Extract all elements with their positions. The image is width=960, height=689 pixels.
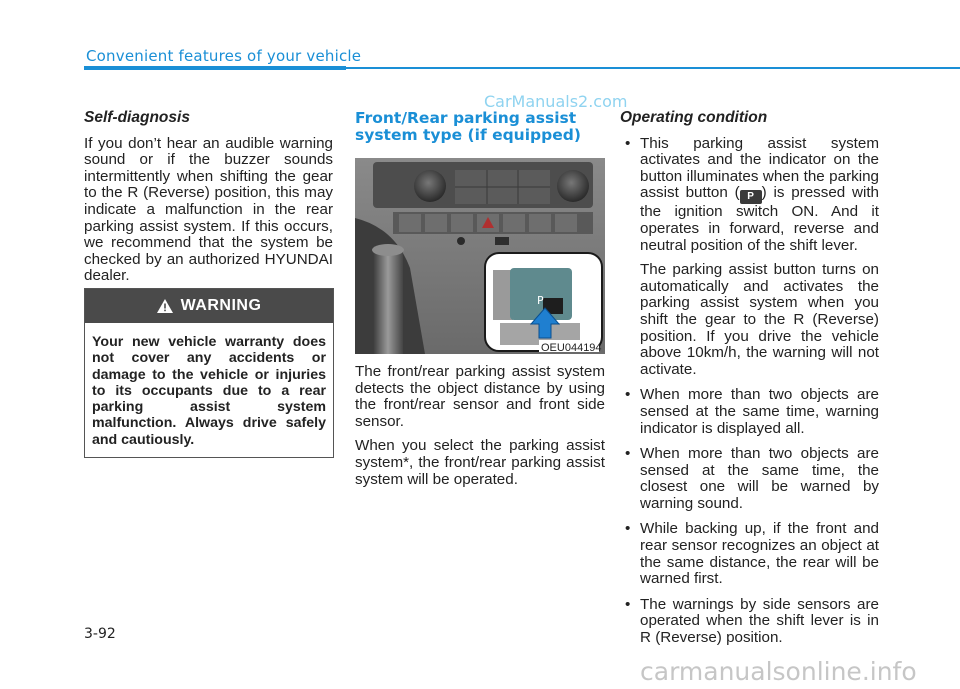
self-diagnosis-heading: Self-diagnosis (84, 109, 190, 126)
image-code: OEU044194 (541, 342, 602, 354)
bullet-icon: • (625, 595, 631, 613)
paragraph-1: The front/rear parking assist system detects the object distance by using the front/rear sensor and front side sensor. (355, 363, 605, 430)
list-item (620, 387, 879, 437)
warning-label: WARNING (180, 297, 262, 314)
watermark-top: CarManuals2.com (484, 92, 628, 111)
column-operating-condition (620, 110, 879, 656)
warning-text: Your new vehicle warranty does not cover any accidents or damage to the vehicle or injuries to its occupants due to a rear parking assist system malfunction. Always drive safely and cautiously. (92, 334, 326, 448)
section-title: Front/Rear parking assist system type (if equipped) (355, 109, 581, 144)
bullet-text-pre: This parking assist system activates and the indicator on the button illuminates when the parking assist button ( (640, 134, 879, 202)
list-item (620, 446, 879, 512)
list-item (620, 597, 879, 647)
operating-condition-heading: Operating condition (620, 109, 768, 126)
bullet-text: When more than two objects are sensed at the same time, warning indicator is displayed all. (640, 386, 879, 437)
list-item (620, 521, 879, 587)
parking-assist-text (355, 364, 605, 496)
bullet-text: While backing up, if the front and rear sensor recognizes an object at the same distance, the rear will be warned first. (640, 520, 879, 588)
warning-triangle-icon (157, 299, 173, 313)
condition-list (620, 136, 879, 647)
bullet-icon: • (625, 520, 631, 538)
header-rule (346, 67, 960, 69)
bullet-text: When more than two objects are sensed at the same time, the closest one will be warned by warning sound. (640, 445, 879, 512)
dashboard-photo (355, 158, 605, 354)
bullet-icon: • (625, 445, 631, 463)
list-item (620, 136, 879, 379)
warning-header (85, 289, 333, 323)
bullet-icon: • (625, 386, 631, 404)
parking-assist-button-icon: P (740, 190, 762, 204)
bullet-text-post: ) is pressed with the ignition switch ON. And it operates in forward, reverse and neutral position of the shift lever. (640, 184, 879, 254)
paragraph-2: When you select the parking assist system*, the front/rear parking assist system will be operated. (355, 437, 605, 488)
bullet-subparagraph: The parking assist button turns on automatically and activates the parking assist system when you shift the gear to the R (Reverse) position. If you drive the vehicle above 10km/h, the warning will not activate. (640, 261, 879, 378)
dashboard-illustration (355, 158, 605, 354)
bullet-text: The warnings by side sensors are operated when the shift lever is in R (Reverse) position. (640, 595, 879, 647)
warning-box (84, 288, 334, 458)
bullet-icon: • (625, 134, 631, 152)
footer-watermark: carmanualsonline.info (640, 657, 917, 686)
header-accent-bar (84, 66, 346, 70)
parking-button-label: P (537, 294, 544, 307)
section-header-title: Convenient features of your vehicle (86, 47, 362, 65)
self-diagnosis-text: If you don’t hear an audible warning sound or if the buzzer sounds intermittently when shifting the gear to the R (Reverse) position, this may indicate a malfunction in the rear parking assist system. If this occurs, we recommend that the system be checked by an authorized HYUNDAI dealer. (84, 134, 333, 285)
column-parking-assist (355, 110, 605, 154)
page-number: 3-92 (84, 626, 116, 642)
column-self-diagnosis (84, 110, 333, 293)
